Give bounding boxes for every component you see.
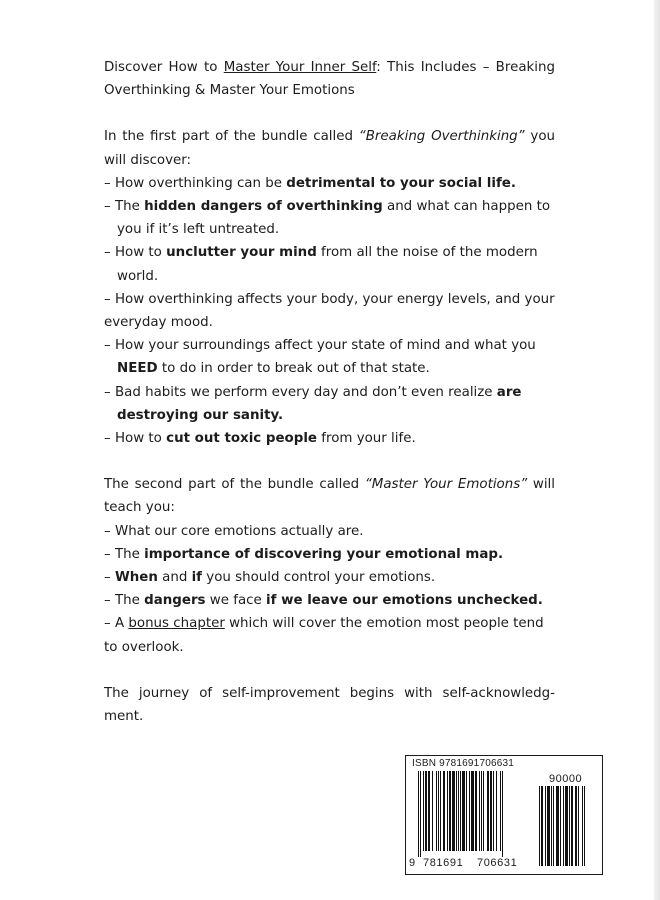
barcode-bar [571, 786, 573, 866]
barcode-bar [547, 786, 550, 866]
page-edge-shadow [654, 0, 660, 900]
list-item: – What our core emotions actually are. [104, 523, 364, 539]
barcode-bar [440, 771, 441, 851]
barcode-bar [449, 771, 451, 851]
barcode-bar [458, 771, 459, 851]
price-code: 90000 [549, 773, 583, 785]
isbn-label: ISBN 9781691706631 [412, 758, 515, 769]
barcode-bar [584, 786, 585, 866]
barcode-bar [553, 786, 554, 866]
barcode-bar [565, 786, 568, 866]
barcode-bar [471, 771, 474, 851]
barcode-bar [563, 786, 564, 866]
barcode-bar [496, 771, 497, 851]
barcode-bar [502, 771, 503, 857]
barcode-digits-right: 706631 [477, 857, 518, 869]
barcode-bar [438, 771, 439, 851]
barcode-bar [500, 771, 501, 851]
barcode-bar [545, 786, 546, 866]
list-item: – How overthinking can be detrimental to your social life. [104, 175, 516, 191]
list-item: – How to cut out toxic people from your life. [104, 431, 416, 447]
barcode-digit-first: 9 [409, 857, 416, 869]
list-item: – How your surroundings affect your state of mind and what you NEED to do in order to break out of that state. [104, 338, 536, 377]
barcode-bar [462, 771, 465, 851]
barcode-bar [418, 771, 419, 857]
barcode-bar [428, 771, 430, 851]
barcode-bar [493, 771, 494, 851]
intro-link: Master Your Inner Self [223, 60, 377, 75]
barcode-bar [425, 771, 427, 851]
barcode-bar [582, 786, 583, 866]
barcode-bar [432, 771, 433, 851]
barcode-digits-left: 781691 [423, 857, 464, 869]
barcode-bar [481, 771, 482, 851]
barcode-bar [460, 771, 461, 851]
barcode-bar [456, 771, 457, 851]
list-item-bonus: – A bonus chapter which will cover the emotion most people tend to overlook. [104, 616, 544, 655]
barcode-bar [569, 786, 570, 866]
back-cover-text [104, 56, 555, 728]
barcode-bar [466, 771, 467, 851]
ean-barcode [418, 771, 532, 857]
closing-paragraph: The journey of self-improvement begins with self-acknowledg-ment. [104, 685, 555, 725]
bonus-chapter-link: bonus chapter [128, 616, 225, 632]
barcode-bar [556, 786, 559, 866]
list-item: – When and if you should control your emotions. [104, 570, 436, 586]
list-item: – The importance of discovering your emotional map. [104, 546, 504, 562]
barcode-bar [436, 771, 437, 851]
barcode-bar [575, 786, 577, 866]
barcode-bar [539, 786, 540, 866]
barcode-bar [475, 771, 477, 851]
barcode-bar [541, 786, 543, 866]
intro-paragraph: Discover How to Master Your Inner Self: This Includes – Breaking Overthinking & Master Your Emotions [104, 60, 555, 99]
barcode-bar [551, 786, 552, 866]
list-item: – Bad habits we perform every day and don’t even realize are destroying our sanity. [104, 384, 522, 423]
part1-heading: In the first part of the bundle called “Breaking Overthinking” you will discover: [104, 129, 555, 168]
barcode-bar [469, 771, 470, 851]
barcode-bar [487, 771, 489, 851]
list-item: – The dangers we face if we leave our emotions unchecked. [104, 593, 543, 609]
price-addon-barcode [539, 786, 597, 868]
barcode-bar [443, 771, 445, 851]
barcode-bar [560, 786, 561, 866]
list-item: – How to unclutter your mind from all the noise of the modern world. [104, 245, 538, 284]
barcode-bar [479, 771, 480, 851]
barcode-bar [578, 786, 579, 866]
list-item: – The hidden dangers of overthinking and what can happen to you if it’s left untreated. [104, 199, 551, 238]
part2-heading: The second part of the bundle called “Master Your Emotions” will teach you: [104, 477, 555, 516]
barcode-bar [447, 771, 448, 851]
barcode-bar [420, 771, 421, 857]
barcode-bar [490, 771, 492, 851]
barcode-bar [452, 771, 455, 851]
list-item: – How overthinking affects your body, your energy levels, and your everyday mood. [104, 291, 555, 331]
barcode-bar [483, 771, 484, 851]
barcode-bar [423, 771, 424, 851]
